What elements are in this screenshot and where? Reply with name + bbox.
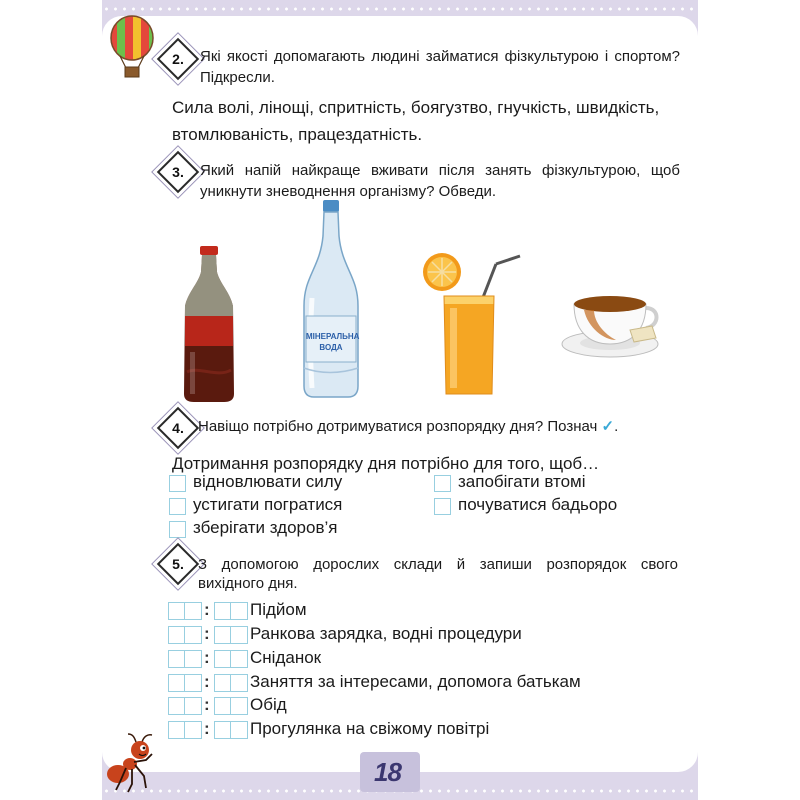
option-label: запобігати втомі [458,472,586,491]
time-colon: : [204,719,210,738]
time-colon: : [204,648,210,667]
hour-digit-box[interactable] [184,674,202,692]
option-label: устигати погратися [193,495,343,514]
hot-air-balloon-icon [106,14,158,80]
question-4-label: Навіщо потрібно дотримуватися розпорядку дня? Познач [198,418,598,435]
option-checkbox[interactable] [434,475,451,492]
minute-digit-box[interactable] [230,602,248,620]
minute-digit-box[interactable] [230,650,248,668]
minute-digit-box[interactable] [230,626,248,644]
q2-answer-line-1: Сила волі, лінощі, спритність, боягузтво, гнучкість, швидкість, [172,98,660,117]
hour-digit-box[interactable] [184,650,202,668]
question-number: 3. [172,164,184,180]
q4-lead-text: Дотримання розпорядку дня потрібно для того, щоб… [172,454,600,473]
schedule-activity: Заняття за інтересами, допомога батькам [250,672,581,691]
q2-answer-line-2: втомлюваність, працездатність. [172,125,423,144]
question-number: 4. [172,420,184,436]
bottle-label [306,331,360,353]
minute-digit-box[interactable] [230,721,248,739]
tea-cup-icon[interactable] [560,290,666,362]
question-4-text [198,416,678,437]
time-colon: : [204,672,210,691]
minute-digit-box[interactable] [230,697,248,715]
schedule-activity: Обід [250,695,287,714]
orange-juice-glass-icon[interactable] [414,252,524,402]
check-mark-icon: ✓ [601,418,615,435]
schedule-activity: Підйом [250,600,307,619]
time-colon: : [204,600,210,619]
page-number: 18 [374,757,401,787]
question-number: 2. [172,51,184,67]
option-checkbox[interactable] [434,498,451,515]
mineral-water-bottle-icon[interactable] [300,198,362,400]
option-label: почуватися бадьоро [458,495,618,514]
ant-mascot-icon [106,732,158,794]
question-number: 5. [172,556,184,572]
minute-digit-box[interactable] [230,674,248,692]
time-colon: : [204,624,210,643]
option-label: зберігати здоров’я [193,518,338,537]
hour-digit-box[interactable] [184,721,202,739]
cola-bottle-icon[interactable] [178,244,240,404]
option-checkbox[interactable] [169,498,186,515]
schedule-activity: Прогулянка на свіжому повітрі [250,719,490,738]
schedule-activity: Ранкова зарядка, водні процедури [250,624,522,643]
hour-digit-box[interactable] [184,697,202,715]
schedule-activity: Сніданок [250,648,322,667]
question-3-text: Який напій найкраще вживати після занять фізкультурою, щоб уникнути зневоднення організму? Обведи. [200,162,680,200]
time-colon: : [204,695,210,714]
hour-digit-box[interactable] [184,626,202,644]
hour-digit-box[interactable] [184,602,202,620]
option-checkbox[interactable] [169,521,186,538]
period: . [614,418,619,435]
top-dots-border [102,6,698,12]
question-5-line-1: З допомогою дорослих склади й запиши розпорядок свого [198,556,678,573]
option-checkbox[interactable] [169,475,186,492]
bottle-label-line-2: ВОДА [319,343,343,352]
question-2-text: Які якості допомагають людині займатися фізкультурою і спортом? Підкресли. [200,48,680,86]
option-label: відновлювати силу [193,472,343,491]
question-5-line-2: вихідного дня. [198,575,298,592]
bottle-label-line-1: МІНЕРАЛЬНА [306,332,360,341]
